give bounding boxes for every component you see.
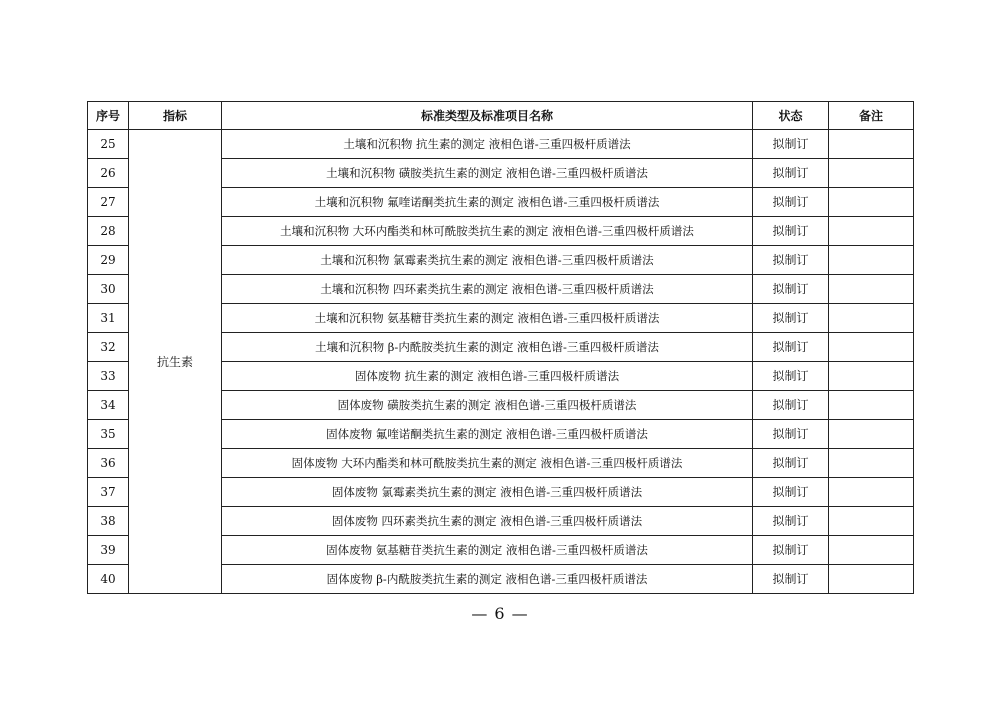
cell-remark <box>829 565 914 594</box>
cell-remark <box>829 391 914 420</box>
cell-standard-name: 固体废物 抗生素的测定 液相色谱-三重四极杆质谱法 <box>222 362 753 391</box>
header-name: 标准类型及标准项目名称 <box>222 102 753 130</box>
cell-standard-name: 土壤和沉积物 氯霉素类抗生素的测定 液相色谱-三重四极杆质谱法 <box>222 246 753 275</box>
cell-status: 拟制订 <box>753 217 829 246</box>
cell-status: 拟制订 <box>753 565 829 594</box>
cell-remark <box>829 275 914 304</box>
cell-remark <box>829 333 914 362</box>
cell-status: 拟制订 <box>753 507 829 536</box>
cell-standard-name: 土壤和沉积物 磺胺类抗生素的测定 液相色谱-三重四极杆质谱法 <box>222 159 753 188</box>
cell-standard-name: 固体废物 β-内酰胺类抗生素的测定 液相色谱-三重四极杆质谱法 <box>222 565 753 594</box>
cell-remark <box>829 217 914 246</box>
cell-status: 拟制订 <box>753 333 829 362</box>
cell-standard-name: 固体废物 磺胺类抗生素的测定 液相色谱-三重四极杆质谱法 <box>222 391 753 420</box>
cell-standard-name: 土壤和沉积物 氨基糖苷类抗生素的测定 液相色谱-三重四极杆质谱法 <box>222 304 753 333</box>
cell-remark <box>829 304 914 333</box>
cell-seq: 31 <box>88 304 129 333</box>
standards-table <box>87 101 914 594</box>
cell-status: 拟制订 <box>753 478 829 507</box>
cell-remark <box>829 507 914 536</box>
cell-remark <box>829 449 914 478</box>
cell-status: 拟制订 <box>753 391 829 420</box>
cell-standard-name: 土壤和沉积物 β-内酰胺类抗生素的测定 液相色谱-三重四极杆质谱法 <box>222 333 753 362</box>
cell-seq: 34 <box>88 391 129 420</box>
cell-seq: 29 <box>88 246 129 275</box>
cell-remark <box>829 159 914 188</box>
cell-standard-name: 土壤和沉积物 大环内酯类和林可酰胺类抗生素的测定 液相色谱-三重四极杆质谱法 <box>222 217 753 246</box>
page-number: — 6 — <box>471 604 529 623</box>
cell-seq: 40 <box>88 565 129 594</box>
cell-remark <box>829 536 914 565</box>
cell-status: 拟制订 <box>753 536 829 565</box>
cell-seq: 26 <box>88 159 129 188</box>
cell-seq: 33 <box>88 362 129 391</box>
cell-standard-name: 土壤和沉积物 四环素类抗生素的测定 液相色谱-三重四极杆质谱法 <box>222 275 753 304</box>
cell-seq: 36 <box>88 449 129 478</box>
cell-status: 拟制订 <box>753 188 829 217</box>
cell-standard-name: 固体废物 氯霉素类抗生素的测定 液相色谱-三重四极杆质谱法 <box>222 478 753 507</box>
header-indicator: 指标 <box>129 102 222 130</box>
cell-status: 拟制订 <box>753 246 829 275</box>
cell-seq: 38 <box>88 507 129 536</box>
header-status: 状态 <box>753 102 829 130</box>
cell-standard-name: 固体废物 氨基糖苷类抗生素的测定 液相色谱-三重四极杆质谱法 <box>222 536 753 565</box>
cell-status: 拟制订 <box>753 275 829 304</box>
cell-seq: 37 <box>88 478 129 507</box>
cell-standard-name: 固体废物 氟喹诺酮类抗生素的测定 液相色谱-三重四极杆质谱法 <box>222 420 753 449</box>
cell-remark <box>829 478 914 507</box>
cell-status: 拟制订 <box>753 362 829 391</box>
cell-status: 拟制订 <box>753 130 829 159</box>
cell-standard-name: 土壤和沉积物 氟喹诺酮类抗生素的测定 液相色谱-三重四极杆质谱法 <box>222 188 753 217</box>
table-header-row <box>88 102 914 130</box>
header-remark: 备注 <box>829 102 914 130</box>
cell-remark <box>829 246 914 275</box>
header-seq: 序号 <box>88 102 129 130</box>
table-row <box>88 130 914 159</box>
cell-status: 拟制订 <box>753 159 829 188</box>
cell-status: 拟制订 <box>753 304 829 333</box>
cell-remark <box>829 130 914 159</box>
cell-seq: 27 <box>88 188 129 217</box>
cell-standard-name: 土壤和沉积物 抗生素的测定 液相色谱-三重四极杆质谱法 <box>222 130 753 159</box>
cell-standard-name: 固体废物 大环内酯类和林可酰胺类抗生素的测定 液相色谱-三重四极杆质谱法 <box>222 449 753 478</box>
cell-indicator: 抗生素 <box>129 130 222 594</box>
cell-seq: 39 <box>88 536 129 565</box>
cell-status: 拟制订 <box>753 449 829 478</box>
cell-status: 拟制订 <box>753 420 829 449</box>
cell-seq: 30 <box>88 275 129 304</box>
cell-remark <box>829 420 914 449</box>
cell-seq: 25 <box>88 130 129 159</box>
cell-seq: 32 <box>88 333 129 362</box>
cell-seq: 28 <box>88 217 129 246</box>
table-body <box>88 130 914 594</box>
cell-remark <box>829 188 914 217</box>
cell-remark <box>829 362 914 391</box>
cell-standard-name: 固体废物 四环素类抗生素的测定 液相色谱-三重四极杆质谱法 <box>222 507 753 536</box>
cell-seq: 35 <box>88 420 129 449</box>
